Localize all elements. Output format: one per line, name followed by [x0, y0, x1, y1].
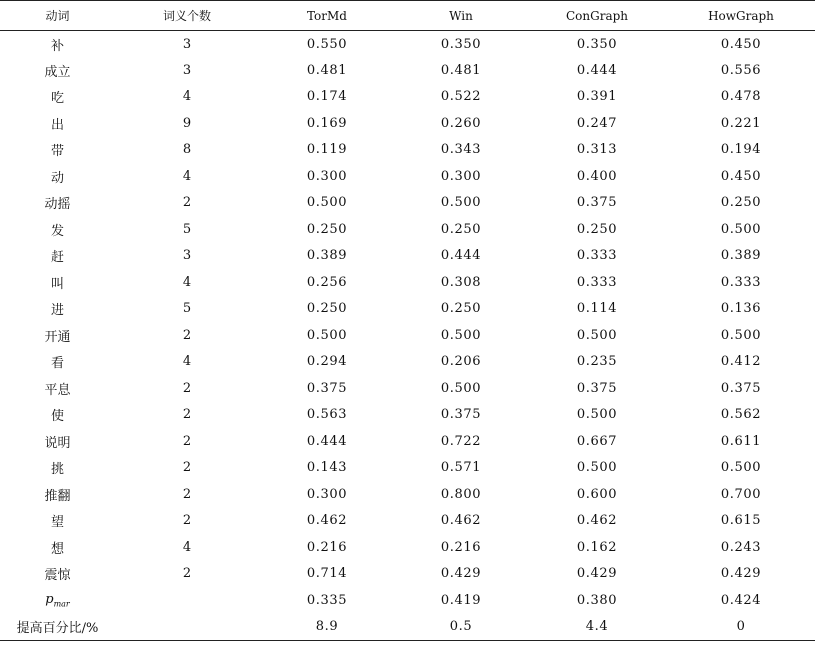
cell-sense-count: 2 [182, 327, 192, 343]
cell-tormd: 0.462 [306, 513, 348, 529]
table-row [0, 110, 815, 137]
cell-sense-count: 4 [182, 539, 192, 555]
cell-sense-count: 2 [182, 407, 192, 423]
cell-verb: 使 [50, 409, 64, 425]
cell-verb: 补 [50, 38, 64, 54]
cell-verb: 成立 [44, 64, 71, 80]
cell-win: 0.260 [440, 115, 482, 131]
cell-howgraph: 0.333 [720, 274, 762, 290]
header-tormd: TorMd [306, 8, 347, 23]
cell-tormd: 0.300 [306, 486, 348, 502]
cell-sense-count: 2 [182, 513, 192, 529]
cell-congraph: 0.500 [576, 327, 618, 343]
cell-congraph: 0.500 [576, 460, 618, 476]
cell-verb: 开通 [44, 329, 71, 345]
cell-win: 0.350 [440, 36, 482, 52]
table-row [0, 534, 815, 561]
pmar-win: 0.419 [440, 592, 482, 608]
cell-sense-count: 4 [182, 274, 192, 290]
cell-verb: 赶 [50, 250, 64, 266]
cell-win: 0.250 [440, 301, 482, 317]
table-row [0, 322, 815, 349]
pmar-label-main: p [45, 591, 54, 607]
table-row [0, 269, 815, 296]
cell-congraph: 0.162 [576, 539, 618, 555]
header-sense-count: 词义个数 [162, 9, 211, 23]
cell-win: 0.462 [440, 513, 482, 529]
cell-howgraph: 0.389 [720, 248, 762, 264]
cell-tormd: 0.389 [306, 248, 348, 264]
cell-congraph: 0.114 [576, 301, 618, 317]
cell-howgraph: 0.221 [720, 115, 762, 131]
pmar-label [0, 587, 115, 614]
cell-win: 0.500 [440, 380, 482, 396]
header-row [0, 1, 815, 31]
cell-tormd: 0.250 [306, 301, 348, 317]
cell-howgraph: 0.500 [720, 460, 762, 476]
cell-howgraph: 0.450 [720, 36, 762, 52]
cell-congraph: 0.247 [576, 115, 618, 131]
cell-howgraph: 0.412 [720, 354, 762, 370]
improvement-tormd: 8.9 [315, 619, 339, 634]
cell-win: 0.444 [440, 248, 482, 264]
cell-win: 0.308 [440, 274, 482, 290]
cell-sense-count: 2 [182, 433, 192, 449]
cell-sense-count: 4 [182, 89, 192, 105]
cell-howgraph: 0.450 [720, 168, 762, 184]
cell-congraph: 0.350 [576, 36, 618, 52]
cell-howgraph: 0.429 [720, 566, 762, 582]
pmar-label-sub: mar [53, 599, 70, 609]
cell-sense-count: 5 [182, 221, 192, 237]
cell-congraph: 0.600 [576, 486, 618, 502]
cell-tormd: 0.256 [306, 274, 348, 290]
cell-verb: 看 [50, 356, 64, 372]
table-row [0, 428, 815, 455]
cell-tormd: 0.119 [306, 142, 348, 158]
cell-sense-count: 5 [182, 301, 192, 317]
cell-verb: 吃 [50, 91, 64, 107]
cell-congraph: 0.391 [576, 89, 618, 105]
cell-win: 0.343 [440, 142, 482, 158]
cell-congraph: 0.500 [576, 407, 618, 423]
cell-tormd: 0.169 [306, 115, 348, 131]
cell-sense-count: 2 [182, 486, 192, 502]
improvement-sense-count [115, 614, 259, 641]
table-body [0, 31, 815, 641]
cell-sense-count: 4 [182, 354, 192, 370]
cell-verb: 叫 [50, 276, 64, 292]
header-congraph: ConGraph [565, 8, 629, 23]
cell-tormd: 0.294 [306, 354, 348, 370]
cell-verb: 带 [50, 144, 64, 160]
table-row [0, 190, 815, 217]
cell-howgraph: 0.375 [720, 380, 762, 396]
table-row [0, 163, 815, 190]
cell-congraph: 0.375 [576, 380, 618, 396]
cell-tormd: 0.174 [306, 89, 348, 105]
cell-verb: 出 [50, 117, 64, 133]
cell-verb: 动 [50, 170, 64, 186]
table-row [0, 402, 815, 429]
cell-win: 0.216 [440, 539, 482, 555]
table-row [0, 375, 815, 402]
header-verb: 动词 [45, 9, 70, 23]
cell-howgraph: 0.500 [720, 327, 762, 343]
table-row [0, 137, 815, 164]
cell-howgraph: 0.611 [720, 433, 762, 449]
cell-verb: 动摇 [44, 197, 71, 213]
cell-tormd: 0.250 [306, 221, 348, 237]
cell-sense-count: 3 [182, 248, 192, 264]
cell-tormd: 0.300 [306, 168, 348, 184]
cell-verb: 进 [50, 303, 64, 319]
table-row [0, 349, 815, 376]
cell-sense-count: 2 [182, 195, 192, 211]
table-row [0, 216, 815, 243]
cell-win: 0.571 [440, 460, 482, 476]
pmar-howgraph: 0.424 [720, 592, 762, 608]
cell-win: 0.722 [440, 433, 482, 449]
cell-tormd: 0.500 [306, 327, 348, 343]
cell-howgraph: 0.194 [720, 142, 762, 158]
cell-congraph: 0.250 [576, 221, 618, 237]
cell-verb: 挑 [50, 462, 64, 478]
cell-verb: 说明 [44, 435, 71, 451]
cell-verb: 望 [50, 515, 64, 531]
improvement-label: 提高百分比/% [16, 621, 99, 636]
cell-congraph: 0.235 [576, 354, 618, 370]
improvement-row [0, 614, 815, 641]
cell-howgraph: 0.243 [720, 539, 762, 555]
table-row [0, 31, 815, 58]
table-row [0, 508, 815, 535]
table-row [0, 84, 815, 111]
cell-congraph: 0.462 [576, 513, 618, 529]
header-win: Win [449, 8, 473, 23]
cell-congraph: 0.333 [576, 248, 618, 264]
cell-congraph: 0.375 [576, 195, 618, 211]
header-howgraph: HowGraph [708, 8, 774, 23]
cell-congraph: 0.429 [576, 566, 618, 582]
cell-howgraph: 0.562 [720, 407, 762, 423]
cell-win: 0.250 [440, 221, 482, 237]
cell-win: 0.500 [440, 327, 482, 343]
cell-howgraph: 0.136 [720, 301, 762, 317]
pmar-sense-count [115, 587, 259, 614]
cell-tormd: 0.216 [306, 539, 348, 555]
cell-win: 0.522 [440, 89, 482, 105]
cell-win: 0.206 [440, 354, 482, 370]
cell-win: 0.429 [440, 566, 482, 582]
improvement-congraph: 4.4 [585, 619, 609, 634]
cell-tormd: 0.444 [306, 433, 348, 449]
cell-tormd: 0.500 [306, 195, 348, 211]
cell-congraph: 0.400 [576, 168, 618, 184]
cell-congraph: 0.667 [576, 433, 618, 449]
cell-congraph: 0.444 [576, 62, 618, 78]
cell-howgraph: 0.250 [720, 195, 762, 211]
cell-sense-count: 2 [182, 460, 192, 476]
cell-verb: 推翻 [44, 488, 71, 504]
pmar-congraph: 0.380 [576, 592, 618, 608]
improvement-howgraph: 0 [736, 619, 746, 634]
pmar-tormd: 0.335 [306, 592, 348, 608]
cell-tormd: 0.563 [306, 407, 348, 423]
cell-verb: 发 [50, 223, 64, 239]
cell-sense-count: 4 [182, 168, 192, 184]
improvement-win: 0.5 [449, 619, 473, 634]
cell-howgraph: 0.500 [720, 221, 762, 237]
cell-sense-count: 3 [182, 62, 192, 78]
cell-win: 0.375 [440, 407, 482, 423]
cell-tormd: 0.550 [306, 36, 348, 52]
cell-howgraph: 0.615 [720, 513, 762, 529]
cell-howgraph: 0.700 [720, 486, 762, 502]
table-row [0, 296, 815, 323]
cell-howgraph: 0.556 [720, 62, 762, 78]
cell-verb: 平息 [44, 382, 71, 398]
cell-sense-count: 8 [182, 142, 192, 158]
cell-sense-count: 2 [182, 380, 192, 396]
cell-verb: 想 [50, 541, 64, 557]
cell-tormd: 0.143 [306, 460, 348, 476]
cell-sense-count: 3 [182, 36, 192, 52]
cell-win: 0.300 [440, 168, 482, 184]
pmar-row [0, 587, 815, 614]
table-row [0, 243, 815, 270]
cell-congraph: 0.333 [576, 274, 618, 290]
cell-win: 0.800 [440, 486, 482, 502]
cell-win: 0.481 [440, 62, 482, 78]
cell-sense-count: 2 [182, 566, 192, 582]
cell-tormd: 0.481 [306, 62, 348, 78]
table-row [0, 561, 815, 588]
cell-tormd: 0.714 [306, 566, 348, 582]
cell-tormd: 0.375 [306, 380, 348, 396]
cell-sense-count: 9 [182, 115, 192, 131]
table-row [0, 481, 815, 508]
cell-congraph: 0.313 [576, 142, 618, 158]
cell-verb: 震惊 [44, 568, 71, 584]
table-row [0, 455, 815, 482]
cell-howgraph: 0.478 [720, 89, 762, 105]
table-row [0, 57, 815, 84]
cell-win: 0.500 [440, 195, 482, 211]
